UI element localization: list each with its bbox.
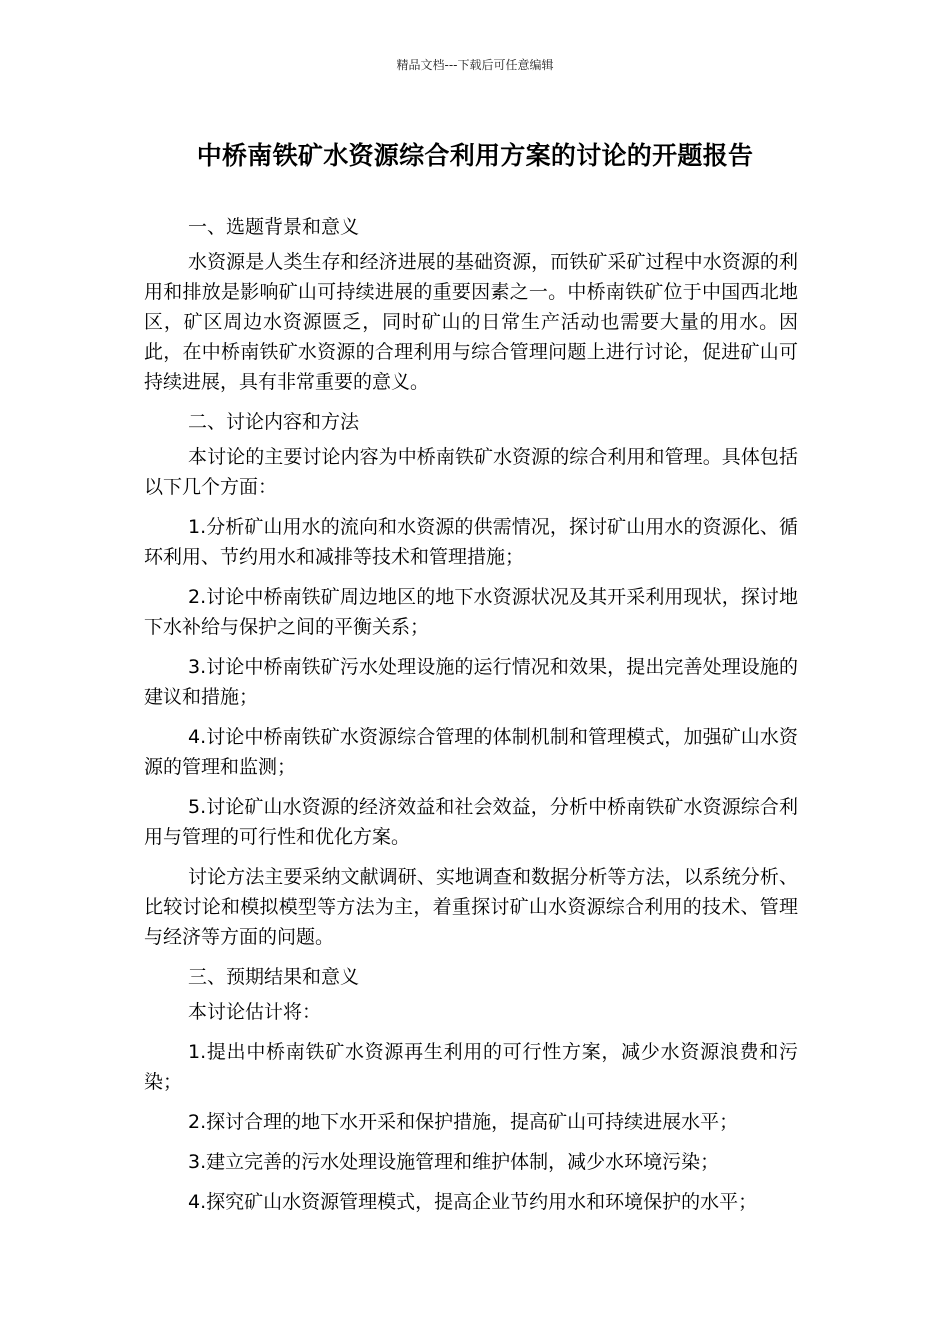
section-heading-1: 一、选题背景和意义 bbox=[188, 216, 360, 238]
list-item-result-4: 4.探究矿山水资源管理模式，提高企业节约用水和环境保护的水平； bbox=[188, 1191, 758, 1213]
section-heading-2: 二、讨论内容和方法 bbox=[188, 411, 360, 433]
page-header: 精品文档---下载后可任意编辑 bbox=[396, 58, 554, 72]
list-item-content-4: 4.讨论中桥南铁矿水资源综合管理的体制机制和管理模式，加强矿山水资源的管理和监测； bbox=[144, 726, 798, 778]
list-item-content-1: 1.分析矿山用水的流向和水资源的供需情况，探讨矿山用水的资源化、循环利用、节约用水和减排等技术和管理措施； bbox=[144, 516, 798, 568]
list-item-result-3: 3.建立完善的污水处理设施管理和维护体制，减少水环境污染； bbox=[188, 1151, 720, 1173]
list-item-result-2: 2.探讨合理的地下水开采和保护措施，提高矿山可持续进展水平； bbox=[188, 1111, 739, 1133]
body-paragraph-method: 讨论方法主要采纳文献调研、实地调查和数据分析等方法，以系统分析、比较讨论和模拟模型等方法为主，着重探讨矿山水资源综合利用的技术、管理与经济等方面的问题。 bbox=[144, 866, 798, 948]
list-item-content-3: 3.讨论中桥南铁矿污水处理设施的运行情况和效果，提出完善处理设施的建议和措施； bbox=[144, 656, 798, 708]
section-heading-3: 三、预期结果和意义 bbox=[188, 966, 360, 988]
list-item-content-5: 5.讨论矿山水资源的经济效益和社会效益，分析中桥南铁矿水资源综合利用与管理的可行性和优化方案。 bbox=[144, 796, 798, 848]
body-paragraph-expectation: 本讨论估计将： bbox=[188, 1001, 322, 1023]
document-title: 中桥南铁矿水资源综合利用方案的讨论的开题报告 bbox=[196, 141, 754, 170]
list-item-result-1: 1.提出中桥南铁矿水资源再生利用的可行性方案，减少水资源浪费和污染； bbox=[144, 1041, 798, 1093]
body-paragraph-intro: 本讨论的主要讨论内容为中桥南铁矿水资源的综合利用和管理。具体包括以下几个方面： bbox=[144, 446, 798, 498]
body-paragraph-background: 水资源是人类生存和经济进展的基础资源，而铁矿采矿过程中水资源的利用和排放是影响矿山可持续进展的重要因素之一。中桥南铁矿位于中国西北地区，矿区周边水资源匮乏，同时矿山的日常生产活动也需要大量的用水。因此，在中桥南铁矿水资源的合理利用与综合管理问题上进行讨论，促进矿山可持续进展，具有非常重要的意义。 bbox=[144, 251, 798, 393]
document-body bbox=[144, 212, 798, 1227]
list-item-content-2: 2.讨论中桥南铁矿周边地区的地下水资源状况及其开采利用现状，探讨地下水补给与保护之间的平衡关系； bbox=[144, 586, 798, 638]
